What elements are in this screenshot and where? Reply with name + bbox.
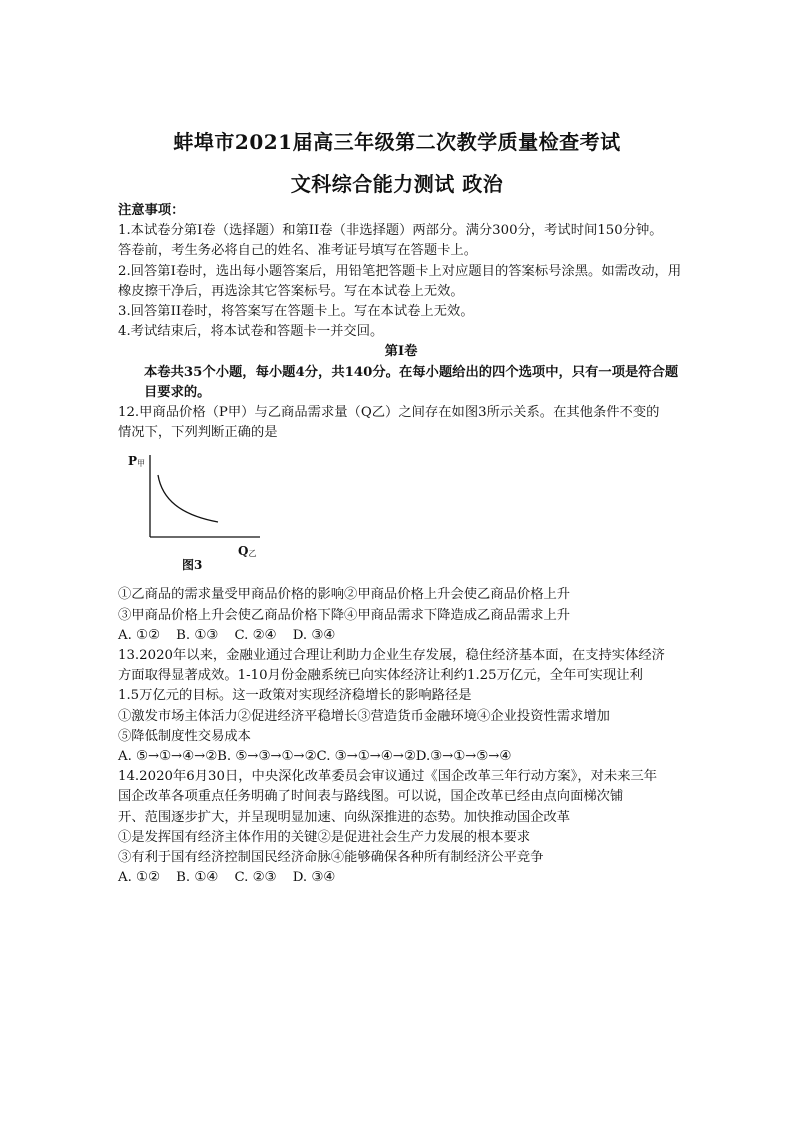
q14-option-b: B. ①④ [176,870,219,886]
notice-item-2: 答卷前，考生务必将自己的姓名、准考证号填写在答题卡上。 [118,243,478,259]
q12-option-a: A. ①② [118,627,160,643]
q12-stem-line2: 情况下，下列判断正确的是 [118,425,278,441]
q14-option-d: D. ③④ [292,870,336,886]
q13-stem-line3: 1.5万亿元的目标。这一政策对实现经济稳增长的影响路径是 [118,688,472,704]
q13-statements-line1: ①激发市场主体活力②促进经济平稳增长③营造货币金融环境④企业投资性需求增加 [118,708,610,724]
q13-stem-line1: 13.2020年以来，金融业通过合理让利助力企业生存发展，稳住经济基本面，在支持实体经济 [118,648,665,664]
notice-item-3: 2.回答第I卷时，选出每小题答案后，用铅笔把答题卡上对应题目的答案标号涂黑。如需改动，用橡皮擦干净后，再选涂其它答案标号。写在本试卷上无效。 [118,263,682,299]
exam-subtitle: 文科综合能力测试 政治 [290,172,504,196]
q12-options [118,626,684,646]
q13-stem-line2: 方面取得显著成效。1-10月份金融系统已向实体经济让利约1.25万亿元，全年可实现让利 [118,668,643,684]
figure-caption: 图3 [182,558,203,573]
q12-option-c: C. ②④ [234,627,277,643]
q14-stem-line3: 开、范围逐步扩大，并呈现明显加速、向纵深推进的态势。加快推动国企改革 [118,809,571,825]
notice-item-1: 1.本试卷分第I卷（选择题）和第II卷（非选择题）两部分。满分300分，考试时间150分钟。 [118,223,663,239]
exam-content [118,201,684,888]
exam-title: 蚌埠市2021届高三年级第二次教学质量检查考试 [173,130,621,154]
notice-item-5: 4.考试结束后，将本试卷和答题卡一并交回。 [118,324,384,340]
q12-option-d: D. ③④ [292,627,336,643]
q12-statements-line1: ①乙商品的需求量受甲商品价格的影响②甲商品价格上升会使乙商品价格上升 [118,587,571,603]
q14-stem-line2: 国企改革各项重点任务明确了时间表与路线图。可以说，国企改革已经由点向面梯次铺 [118,789,624,805]
y-axis-label: P甲 [128,454,146,469]
x-axis-label: Q乙 [238,544,257,559]
q12-stem-line1: 12.甲商品价格（P甲）与乙商品需求量（Q乙）之间存在如图3所示关系。在其他条件不变的 [118,405,660,421]
section-instruction: 本卷共35个小题，每小题4分，共140分。在每小题给出的四个选项中，只有一项是符合题目要求的。 [144,364,679,400]
q14-options [118,868,684,888]
q12-statements-line2: ③甲商品价格上升会使乙商品价格下降④甲商品需求下降造成乙商品需求上升 [118,607,571,623]
q12-figure [120,449,270,577]
notice-heading: 注意事项： [118,203,185,218]
inverse-curve [158,475,218,522]
q13-options: A. ⑤→①→④→②B. ⑤→③→①→②C. ③→①→④→②D.③→①→⑤→④ [118,749,512,765]
q12-option-b: B. ①③ [176,627,219,643]
q14-statements-line2: ③有利于国有经济控制国民经济命脉④能够确保各种所有制经济公平竞争 [118,850,544,866]
q14-statements-line1: ①是发挥国有经济主体作用的关键②是促进社会生产力发展的根本要求 [118,829,531,845]
q14-option-c: C. ②③ [234,870,277,886]
q14-option-a: A. ①② [118,870,160,886]
section-title: 第I卷 [384,344,418,360]
notice-item-4: 3.回答第II卷时，将答案写在答题卡上。写在本试卷上无效。 [118,304,474,320]
q13-statements-line2: ⑤降低制度性交易成本 [118,728,251,744]
q14-stem-line1: 14.2020年6月30日，中央深化改革委员会审议通过《国企改革三年行动方案》，对未来三年 [118,769,658,785]
